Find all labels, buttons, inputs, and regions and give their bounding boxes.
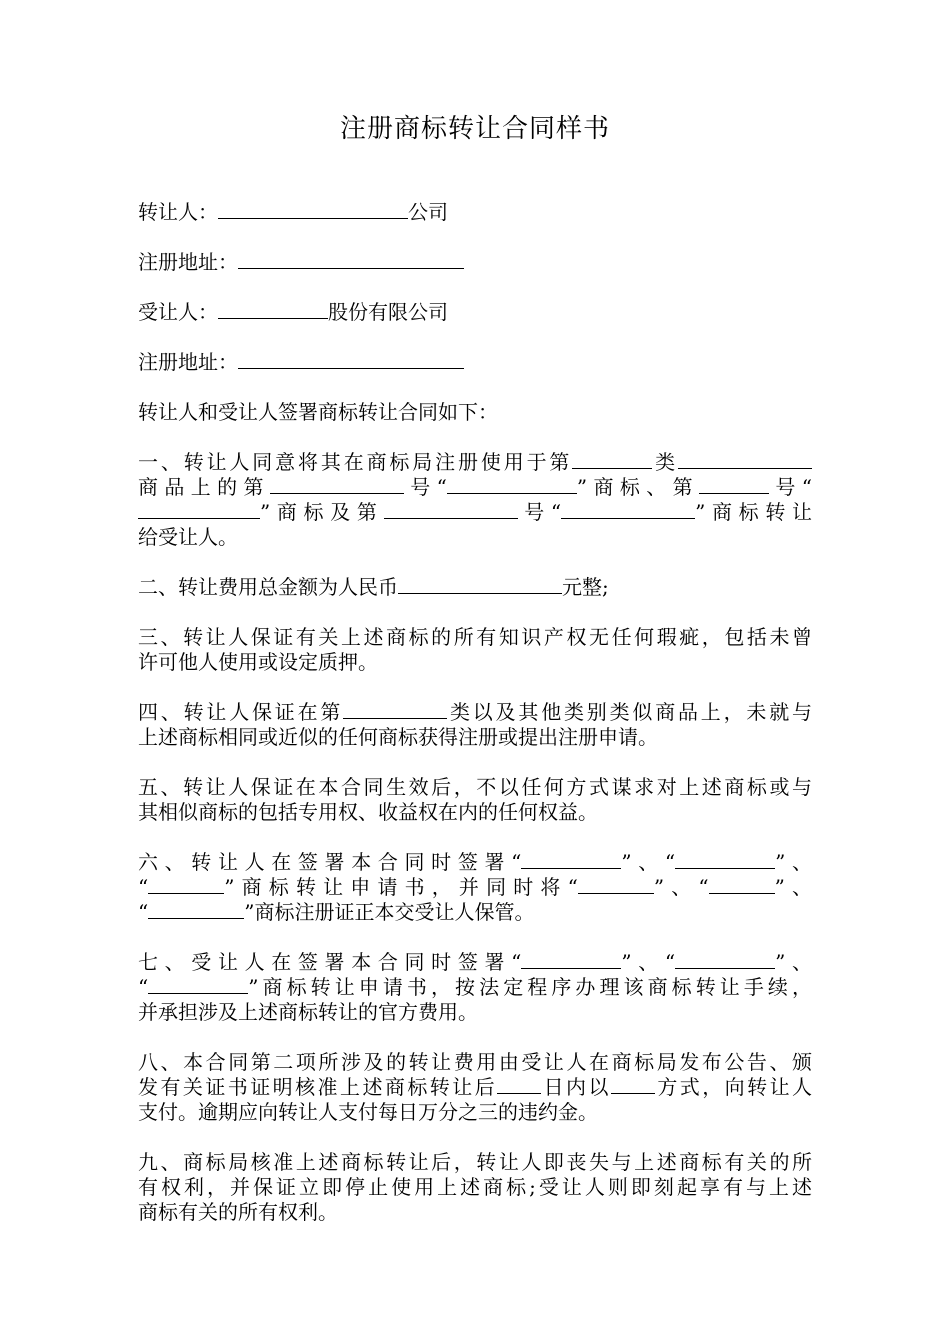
clause1-line4: 给受让人。 [138,525,238,549]
amount-blank [398,573,562,594]
clause7-text: 七、受让人在签署本合同时签署“ [138,950,522,974]
trademark-name-blank [148,898,244,919]
clause8-line1: 八、本合同第二项所涉及的转让费用由受让人在商标局发布公告、颁 [138,1050,812,1074]
trademark-name-blank [521,848,621,869]
transferee-suffix: 股份有限公司 [328,300,448,324]
trademark-name-blank [148,873,224,894]
clause1-text: 类 [652,450,679,474]
clause7-line3: 并承担涉及上述商标转让的官方费用。 [138,1000,478,1024]
clause2-text: 二、转让费用总金额为人民币 [138,575,398,599]
transferee-address-line [138,348,464,376]
clause8-text: 方式，向转让人 [654,1075,813,1099]
clause6-text: ”、“ [621,850,676,874]
goods-blank [678,448,812,469]
clause7-text: ”、 [775,950,813,974]
registration-number-blank [384,498,518,519]
clause1-text: 号“ [769,475,812,499]
clause6-line3 [138,898,534,926]
trademark-name-blank [578,873,654,894]
clause8-line2 [138,1073,812,1101]
clause6-text: “ [138,900,149,924]
trademark-name-blank [561,498,695,519]
clause4-line1 [138,698,812,726]
clause9-line3: 商标有关的所有权利。 [138,1200,338,1224]
clause6-line1 [138,848,812,876]
clause7-line2 [138,973,812,1001]
clause6-text: 六、转让人在签署本合同时签署“ [138,850,522,874]
payment-method-blank [611,1073,655,1094]
registration-number-blank [270,473,404,494]
transferee-blank [218,298,328,319]
transferor-blank [218,198,408,219]
clause1-text: 号“ [517,500,562,524]
transferee-label: 受让人： [138,300,218,324]
registration-number-blank [699,473,769,494]
clause4-text: 类以及其他类别类似商品上，未就与 [447,700,813,724]
transferor-suffix: 公司 [408,200,448,224]
clause7-line1 [138,948,812,976]
trademark-name-blank [521,948,621,969]
clause9-line1: 九、商标局核准上述商标转让后，转让人即丧失与上述商标有关的所 [138,1150,812,1174]
clause6-text: “ [138,875,149,899]
trademark-name-blank [709,873,775,894]
trademark-name-blank [447,473,577,494]
trademark-name-blank [675,948,775,969]
clause6-text: ”、“ [653,875,709,899]
clause1-line2 [138,473,812,501]
clause6-text: ”商标转让申请书，并同时将“ [224,875,578,899]
clause1-line1 [138,448,812,476]
clause1-text: 号“ [403,475,447,499]
clause6-line2 [138,873,812,901]
clause3-line2: 许可他人使用或设定质押。 [138,650,378,674]
trademark-name-blank [148,973,248,994]
clause4-text: 四、转让人保证在第 [138,700,344,724]
trademark-name-blank [675,848,775,869]
clause7-text: ”商标转让申请书，按法定程序办理该商标转让手续， [248,975,812,999]
transferee-line [138,298,448,326]
transferor-address-line [138,248,464,276]
clause3-line1: 三、转让人保证有关上述商标的所有知识产权无任何瑕疵，包括未曾 [138,625,812,649]
clause8-line3: 支付。逾期应向转让人支付每日万分之三的违约金。 [138,1100,598,1124]
clause9-line2: 有权利，并保证立即停止使用上述商标;受让人则即刻起享有与上述 [138,1175,812,1199]
clause1-line3 [138,498,812,526]
trademark-name-blank [138,498,260,519]
clause1-text: 商品上的第 [138,475,270,499]
document-title: 注册商标转让合同样书 [339,114,610,144]
class-number-blank [572,448,652,469]
intro-line: 转让人和受让人签署商标转让合同如下： [138,400,498,424]
clause8-text: 发有关证书证明核准上述商标转让后 [138,1075,498,1099]
transferor-address-blank [238,248,464,269]
clause6-text: ”、 [774,875,812,899]
clause7-text: ”、“ [621,950,676,974]
clause1-text: ”商标及第 [260,500,384,524]
clause7-text: “ [138,975,149,999]
address-label-2: 注册地址： [138,350,238,374]
clause5-line1: 五、转让人保证在本合同生效后，不以任何方式谋求对上述商标或与 [138,775,812,799]
clause2-text: 元整; [562,575,609,599]
address-label: 注册地址： [138,250,238,274]
clause2-line [138,573,609,601]
clause4-line2: 上述商标相同或近似的任何商标获得注册或提出注册申请。 [138,725,658,749]
clause6-text: ”、 [775,850,813,874]
transferee-address-blank [238,348,464,369]
days-blank [497,1073,541,1094]
clause5-line2: 其相似商标的包括专用权、收益权在内的任何权益。 [138,800,598,824]
clause1-text: ”商标转让 [695,500,812,524]
clause6-text: ”商标注册证正本交受让人保管。 [244,900,535,924]
class-number-blank [343,698,447,719]
clause8-text: 日内以 [541,1075,611,1099]
clause1-text: ”商标、第 [576,475,700,499]
transferor-label: 转让人： [138,200,218,224]
clause1-text: 一、转让人同意将其在商标局注册使用于第 [138,450,573,474]
transferor-line [138,198,448,226]
